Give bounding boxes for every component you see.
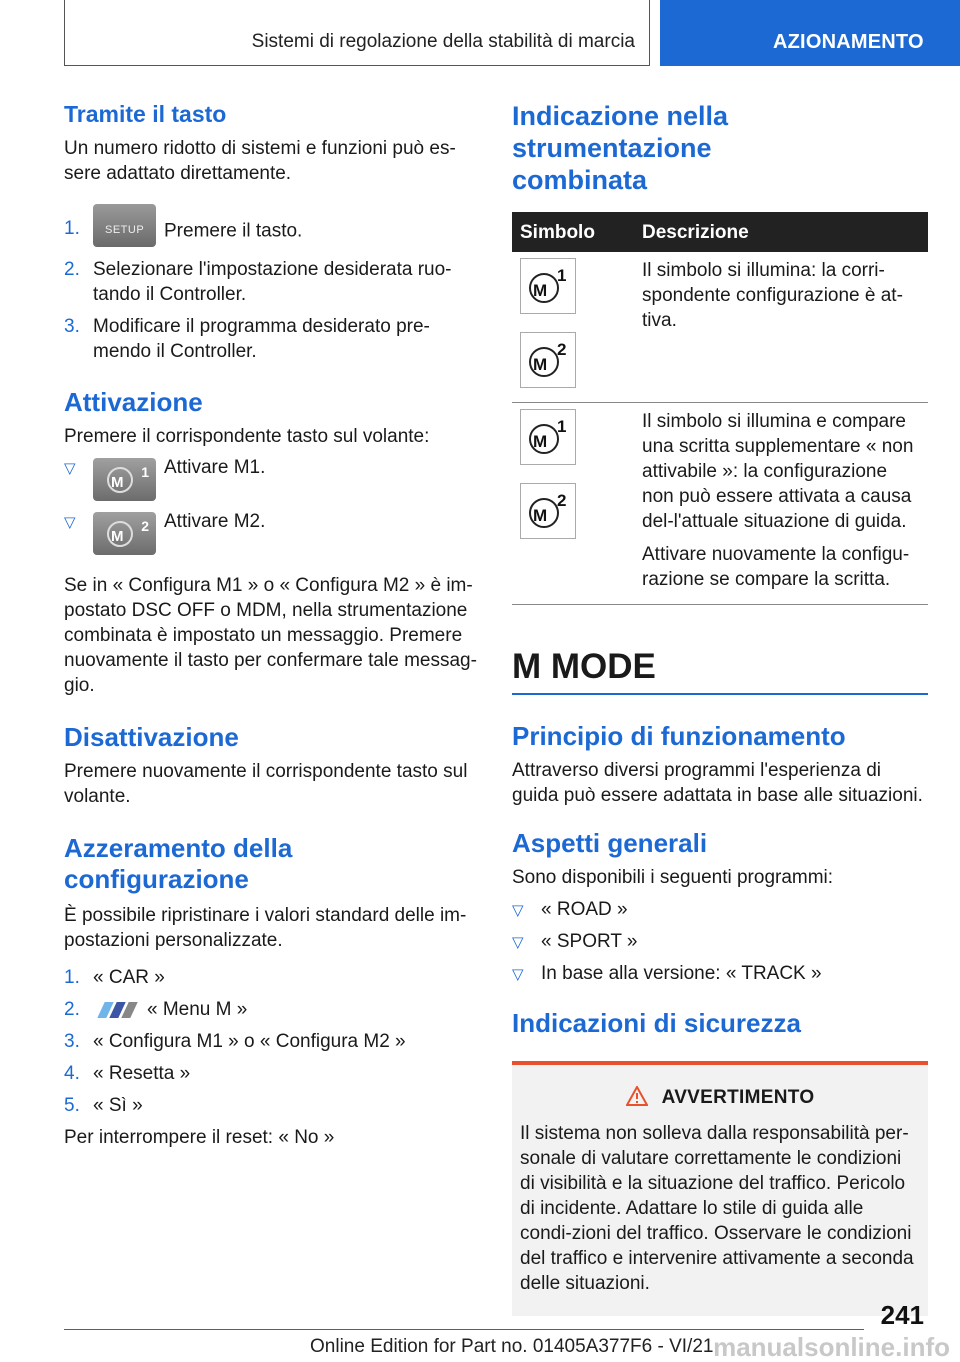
warning-box xyxy=(512,1061,928,1316)
symbol-table xyxy=(512,212,928,605)
bullet-triangle-icon: ▽ xyxy=(512,965,524,983)
list-item xyxy=(64,455,480,509)
left-column xyxy=(64,100,480,1150)
list-item xyxy=(512,961,928,986)
step-number: 1. xyxy=(64,967,80,988)
step-text: « Resetta » xyxy=(93,1063,191,1084)
list-item xyxy=(512,929,928,954)
table-header-symbol: Simbolo xyxy=(512,212,634,252)
item-text: Attivare M2. xyxy=(164,511,266,532)
list-item xyxy=(64,204,480,254)
bullet-triangle-icon: ▽ xyxy=(64,460,76,477)
m1-symbol-icon: M 1 xyxy=(520,409,576,465)
table-cell-description: Il simbolo si illumina: la corri-spondente configurazione è at-tiva. xyxy=(642,260,903,331)
list-item xyxy=(64,997,480,1022)
tramite-heading: Tramite il tasto xyxy=(64,101,227,127)
m-menu-icon xyxy=(93,1001,141,1019)
list-item xyxy=(64,1061,480,1086)
bullet-triangle-icon: ▽ xyxy=(512,933,524,951)
programs-list xyxy=(512,897,928,986)
sicurezza-heading: Indicazioni di sicurezza xyxy=(512,1007,801,1038)
list-item xyxy=(64,965,480,990)
indicazione-heading: Indicazione nella strumentazione combinata xyxy=(512,101,729,195)
azzeramento-heading: Azzeramento della configurazione xyxy=(64,833,293,894)
attivazione-intro: Premere il corrispondente tasto sul volante: xyxy=(64,426,430,447)
setup-key-icon: SETUP xyxy=(93,204,156,247)
step-number: 3. xyxy=(64,316,80,337)
principio-text: Attraverso diversi programmi l'esperienza di guida può essere adattata in base alle situazioni. xyxy=(512,759,923,806)
step-number: 2. xyxy=(64,999,80,1020)
step-number: 5. xyxy=(64,1095,80,1116)
watermark: manualsonline.info xyxy=(713,1332,950,1362)
step-number: 4. xyxy=(64,1063,80,1084)
header-chapter-tab[interactable] xyxy=(660,0,960,66)
warning-triangle-icon xyxy=(626,1086,648,1113)
list-item xyxy=(64,257,480,307)
aspetti-intro: Sono disponibili i seguenti programmi: xyxy=(512,866,834,888)
list-item xyxy=(64,1093,480,1118)
step-text: Modificare il programma desiderato pre-mendo il Controller. xyxy=(93,316,430,362)
list-item xyxy=(64,509,480,563)
warning-header xyxy=(520,1085,920,1113)
page-number: 241 xyxy=(880,1300,924,1330)
step-text: « Menu M » xyxy=(147,999,248,1020)
step-text: Selezionare l'impostazione desiderata ruo-tando il Controller. xyxy=(93,259,452,305)
tramite-intro: Un numero ridotto di sistemi e funzioni può es-sere adattato direttamente. xyxy=(64,138,456,184)
list-item xyxy=(64,1029,480,1054)
right-column xyxy=(512,100,928,1316)
step-number: 3. xyxy=(64,1031,80,1052)
m2-symbol-icon: M 2 xyxy=(520,483,576,539)
table-header-description: Descrizione xyxy=(634,212,928,252)
bullet-triangle-icon: ▽ xyxy=(64,514,76,531)
warning-text: Il sistema non solleva dalla responsabilità per-sonale di valutare correttamente le condizioni di visibilità e la situazione del traffico. Pericolo di incidente. Adattare lo stile di guida alle condi-zioni del traffico. Osservare le condizioni del traffico e intervenire attivamente a seconda delle situazioni. xyxy=(520,1122,914,1294)
program-text: « SPORT » xyxy=(541,930,638,952)
azzeramento-intro: È possibile ripristinare i valori standard delle im-postazioni personalizzate. xyxy=(64,905,467,951)
principio-heading: Principio di funzionamento xyxy=(512,720,846,751)
header-section-title: Sistemi di regolazione della stabilità di marcia xyxy=(251,31,635,52)
m1-key-icon: M 1 xyxy=(93,458,156,501)
step-text: Premere il tasto. xyxy=(164,220,303,242)
m2-symbol-icon: M 2 xyxy=(520,332,576,388)
table-cell-description: Il simbolo si illumina e compare una scritta supplementare « non attivabile »: la configurazione non può essere attivata a causa del-l'attuale situazione di guida. xyxy=(642,410,914,532)
m1-symbol-icon: M 1 xyxy=(520,258,576,314)
header-section-box xyxy=(64,0,650,66)
footer-divider xyxy=(64,1329,864,1330)
step-number: 2. xyxy=(64,259,80,280)
mmode-heading: M MODE xyxy=(512,647,928,695)
header-chapter-title: AZIONAMENTO xyxy=(773,31,924,53)
step-text: « Configura M1 » o « Configura M2 » xyxy=(93,1031,406,1052)
table-row xyxy=(512,402,928,604)
list-item xyxy=(512,897,928,922)
item-text: Attivare M1. xyxy=(164,457,266,478)
bullet-triangle-icon: ▽ xyxy=(512,901,524,919)
attivazione-list xyxy=(64,455,480,563)
table-cell-note: Attivare nuovamente la configu-razione se compare la scritta. xyxy=(642,543,910,590)
list-item xyxy=(64,314,480,364)
m2-key-icon: M 2 xyxy=(93,512,156,555)
attivazione-note: Se in « Configura M1 » o « Configura M2 » è im-postato DSC OFF o MDM, nella strumentazione combinata è impostato un messaggio. Premere nuovamente il tasto per confermare tale messag-gio. xyxy=(64,575,477,696)
program-text: « ROAD » xyxy=(541,898,628,920)
disattivazione-text: Premere nuovamente il corrispondente tasto sul volante. xyxy=(64,761,468,807)
step-number: 1. xyxy=(64,218,80,239)
attivazione-heading: Attivazione xyxy=(64,387,203,417)
program-text: In base alla versione: « TRACK » xyxy=(541,962,822,984)
footer-edition: Online Edition for Part no. 01405A377F6 - VI/21 xyxy=(310,1336,714,1357)
table-row xyxy=(512,252,928,402)
azzeramento-steps xyxy=(64,965,480,1118)
step-text: « CAR » xyxy=(93,967,165,988)
azzeramento-footer: Per interrompere il reset: « No » xyxy=(64,1127,335,1148)
disattivazione-heading: Disattivazione xyxy=(64,722,239,752)
warning-title: AVVERTIMENTO xyxy=(661,1086,815,1108)
tramite-steps xyxy=(64,204,480,364)
step-text: « Sì » xyxy=(93,1095,143,1116)
aspetti-heading: Aspetti generali xyxy=(512,827,708,858)
